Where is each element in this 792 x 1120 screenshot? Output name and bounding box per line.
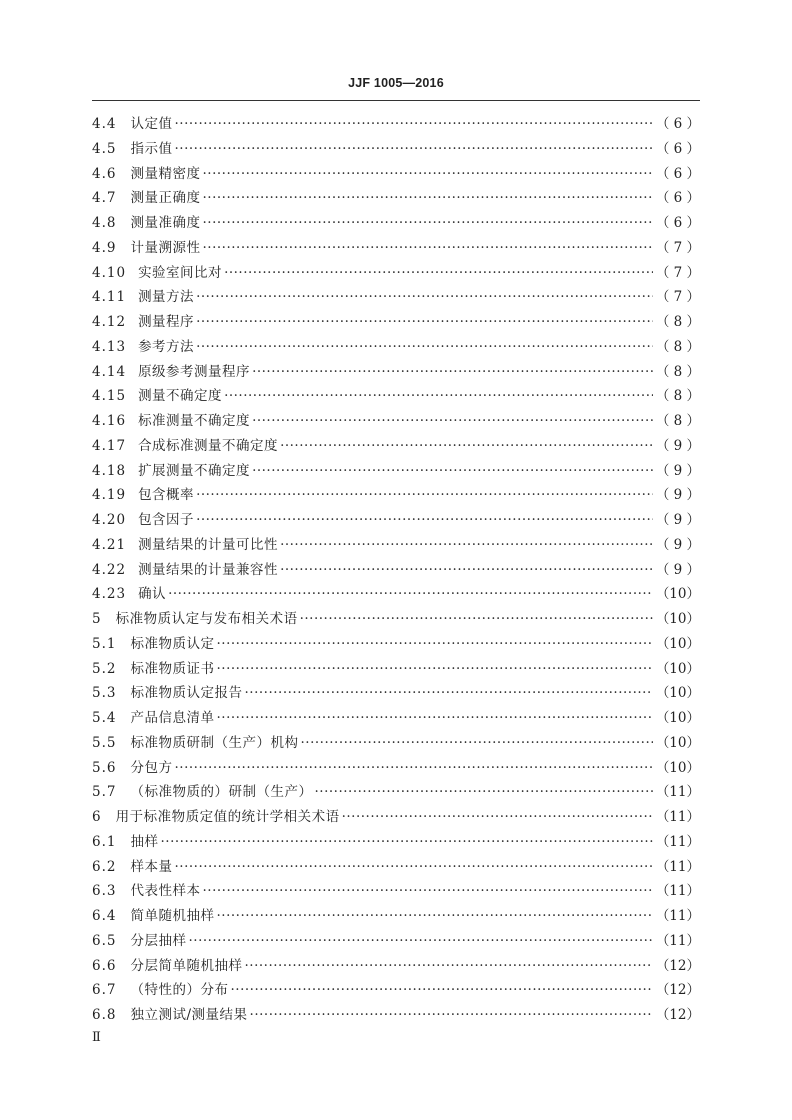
toc-leader-dots bbox=[300, 611, 653, 627]
toc-leader-dots bbox=[202, 883, 652, 899]
toc-entry-title: 代表性样本 bbox=[130, 883, 201, 900]
toc-entry-title: 测量精密度 bbox=[130, 165, 201, 182]
toc-entry-title: 分包方 bbox=[130, 759, 173, 776]
toc-entry-title: 测量结果的计量兼容性 bbox=[138, 561, 279, 578]
toc-entry-number: 4.13 bbox=[92, 338, 127, 355]
toc-leader-dots bbox=[216, 661, 652, 677]
toc-entry[interactable] bbox=[92, 310, 700, 335]
toc-leader-dots bbox=[342, 809, 653, 825]
toc-entry-page: （ 9 ） bbox=[655, 536, 700, 553]
toc-entry-page: （ 9 ） bbox=[655, 462, 700, 479]
toc-leader-dots bbox=[230, 982, 652, 998]
toc-entry-number: 4.21 bbox=[92, 536, 127, 553]
toc-leader-dots bbox=[244, 685, 652, 701]
toc-entry[interactable] bbox=[92, 780, 700, 805]
toc-leader-dots bbox=[280, 562, 653, 578]
toc-entry-page: （11） bbox=[655, 809, 700, 825]
toc-entry-number: 6.2 bbox=[92, 858, 117, 875]
toc-entry-page: （11） bbox=[655, 833, 700, 850]
toc-entry-page: （11） bbox=[655, 784, 700, 801]
toc-entry-number: 4.5 bbox=[92, 140, 117, 157]
toc-leader-dots bbox=[202, 215, 652, 231]
toc-entry-title: 标准物质认定报告 bbox=[130, 685, 243, 702]
header-rule bbox=[92, 100, 700, 101]
toc-entry[interactable] bbox=[92, 236, 700, 261]
toc-entry-number: 6.1 bbox=[92, 833, 117, 850]
toc-entry-page: （11） bbox=[655, 908, 700, 924]
toc-entry[interactable] bbox=[92, 1003, 700, 1028]
toc-entry-title: 扩展测量不确定度 bbox=[138, 462, 251, 479]
toc-entry-number: 4.6 bbox=[92, 165, 117, 182]
toc-entry-number: 5.2 bbox=[92, 660, 117, 677]
toc-entry[interactable] bbox=[92, 805, 700, 830]
toc-entry-title: 样本量 bbox=[130, 858, 173, 875]
toc-entry[interactable] bbox=[92, 558, 700, 583]
toc-entry-page: （ 8 ） bbox=[655, 314, 700, 330]
toc-entry-number: 4.23 bbox=[92, 586, 127, 603]
toc-entry-number: 4.9 bbox=[92, 239, 117, 256]
toc-entry-page: （12） bbox=[655, 982, 700, 999]
toc-entry-title: 标准测量不确定度 bbox=[138, 413, 251, 429]
toc-leader-dots bbox=[216, 908, 652, 924]
toc-leader-dots bbox=[252, 413, 653, 429]
toc-entry[interactable] bbox=[92, 607, 700, 632]
toc-leader-dots bbox=[250, 1007, 653, 1023]
toc-leader-dots bbox=[224, 265, 653, 281]
toc-entry-number: 4.14 bbox=[92, 363, 127, 380]
toc-entry-page: （10） bbox=[655, 759, 700, 776]
toc-entry[interactable] bbox=[92, 211, 700, 236]
toc-entry-page: （ 8 ） bbox=[655, 388, 700, 405]
toc-leader-dots bbox=[244, 958, 652, 974]
toc-entry[interactable] bbox=[92, 681, 700, 706]
toc-entry-number: 4.15 bbox=[92, 388, 127, 405]
toc-entry[interactable] bbox=[92, 632, 700, 657]
toc-entry-page: （ 9 ） bbox=[655, 487, 700, 504]
toc-entry-title: 产品信息清单 bbox=[130, 710, 215, 726]
toc-leader-dots bbox=[174, 859, 652, 875]
toc-entry-page: （ 6 ） bbox=[655, 116, 700, 132]
toc-leader-dots bbox=[174, 760, 652, 776]
toc-entry[interactable] bbox=[92, 186, 700, 211]
toc-entry-title: 分层简单随机抽样 bbox=[130, 957, 243, 974]
toc-leader-dots bbox=[168, 586, 653, 602]
toc-entry-title: 标准物质认定与发布相关术语 bbox=[115, 611, 298, 627]
toc-entry-page: （ 6 ） bbox=[655, 140, 700, 157]
toc-leader-dots bbox=[300, 735, 652, 751]
toc-entry-page: （10） bbox=[655, 635, 700, 652]
toc-entry-page: （ 9 ） bbox=[655, 437, 700, 454]
toc-entry-number: 6.5 bbox=[92, 932, 117, 949]
toc-entry-title: 参考方法 bbox=[138, 338, 195, 355]
toc-entry-number: 4.7 bbox=[92, 190, 117, 207]
toc-entry-page: （ 6 ） bbox=[655, 165, 700, 182]
toc-entry[interactable] bbox=[92, 261, 700, 286]
toc-entry-title: 指示值 bbox=[130, 140, 173, 157]
toc-leader-dots bbox=[216, 710, 652, 726]
toc-entry-number: 4.12 bbox=[92, 314, 127, 330]
toc-entry-number: 5 bbox=[92, 611, 102, 627]
toc-entry-page: （ 8 ） bbox=[655, 413, 700, 429]
toc-entry-number: 5.3 bbox=[92, 685, 117, 702]
toc-entry[interactable] bbox=[92, 879, 700, 904]
toc-entry-title: 标准物质认定 bbox=[130, 635, 215, 652]
toc-entry-page: （11） bbox=[655, 858, 700, 875]
toc-entry-number: 5.4 bbox=[92, 710, 117, 726]
toc-entry-title: 合成标准测量不确定度 bbox=[138, 437, 279, 454]
toc-entry-title: 计量溯源性 bbox=[130, 239, 201, 256]
toc-entry[interactable] bbox=[92, 731, 700, 756]
toc-leader-dots bbox=[252, 364, 653, 380]
toc-entry-page: （10） bbox=[655, 710, 700, 726]
toc-entry-number: 4.10 bbox=[92, 264, 127, 281]
toc-entry-number: 6.3 bbox=[92, 883, 117, 900]
toc-entry-title: 包含概率 bbox=[138, 487, 195, 504]
toc-entry[interactable] bbox=[92, 434, 700, 459]
toc-entry-title: 标准物质研制（生产）机构 bbox=[130, 734, 299, 751]
toc-entry-title: 测量不确定度 bbox=[138, 388, 223, 405]
toc-entry-number: 4.22 bbox=[92, 561, 127, 578]
toc-entry[interactable] bbox=[92, 483, 700, 508]
toc-entry-number: 5.7 bbox=[92, 784, 117, 801]
toc-leader-dots bbox=[196, 512, 653, 528]
toc-entry-page: （10） bbox=[655, 660, 700, 677]
toc-entry[interactable] bbox=[92, 162, 700, 187]
toc-entry[interactable] bbox=[92, 978, 700, 1003]
toc-leader-dots bbox=[314, 784, 652, 800]
toc-entry-number: 4.20 bbox=[92, 512, 127, 528]
toc-leader-dots bbox=[224, 388, 653, 404]
toc-entry-number: 6.6 bbox=[92, 957, 117, 974]
toc-entry-page: （ 9 ） bbox=[655, 512, 700, 528]
toc-entry-number: 4.19 bbox=[92, 487, 127, 504]
toc-leader-dots bbox=[160, 834, 652, 850]
toc-entry-page: （ 6 ） bbox=[655, 215, 700, 231]
toc-entry-number: 6.4 bbox=[92, 908, 117, 924]
toc-entry-title: 测量正确度 bbox=[130, 190, 201, 207]
toc-leader-dots bbox=[280, 537, 653, 553]
toc-entry-number: 4.17 bbox=[92, 437, 127, 454]
toc-entry-title: 测量程序 bbox=[138, 314, 195, 330]
toc-leader-dots bbox=[202, 240, 652, 256]
toc-leader-dots bbox=[196, 487, 653, 503]
toc-entry-page: （10） bbox=[655, 611, 700, 627]
toc-entry[interactable] bbox=[92, 409, 700, 434]
toc-entry-page: （ 8 ） bbox=[655, 338, 700, 355]
toc-entry-title: 包含因子 bbox=[138, 512, 195, 528]
toc-leader-dots bbox=[196, 289, 653, 305]
toc-entry-title: 简单随机抽样 bbox=[130, 908, 215, 924]
toc-entry-title: （标准物质的）研制（生产） bbox=[130, 784, 313, 801]
toc-entry-page: （ 7 ） bbox=[655, 264, 700, 281]
toc-entry-title: 原级参考测量程序 bbox=[138, 363, 251, 380]
toc-entry[interactable] bbox=[92, 954, 700, 979]
toc-entry[interactable] bbox=[92, 657, 700, 682]
toc-entry[interactable] bbox=[92, 904, 700, 929]
toc-entry[interactable] bbox=[92, 756, 700, 781]
toc-entry[interactable] bbox=[92, 830, 700, 855]
table-of-contents bbox=[92, 112, 700, 1028]
toc-leader-dots bbox=[188, 933, 652, 949]
toc-entry-number: 6.8 bbox=[92, 1007, 117, 1023]
toc-entry-page: （ 8 ） bbox=[655, 363, 700, 380]
toc-entry-page: （ 7 ） bbox=[655, 289, 700, 306]
toc-entry[interactable] bbox=[92, 360, 700, 385]
toc-entry[interactable] bbox=[92, 706, 700, 731]
toc-entry-page: （12） bbox=[655, 957, 700, 974]
toc-entry-page: （11） bbox=[655, 932, 700, 949]
toc-entry[interactable] bbox=[92, 285, 700, 310]
page-number: Ⅱ bbox=[92, 1030, 101, 1045]
toc-entry-page: （10） bbox=[655, 586, 700, 603]
toc-entry-title: 确认 bbox=[138, 586, 167, 603]
toc-entry-page: （10） bbox=[655, 734, 700, 751]
toc-entry-title: 实验室间比对 bbox=[138, 264, 223, 281]
toc-entry[interactable] bbox=[92, 855, 700, 880]
toc-leader-dots bbox=[196, 339, 653, 355]
toc-entry-number: 4.8 bbox=[92, 215, 117, 231]
toc-entry-page: （12） bbox=[655, 1007, 700, 1023]
toc-entry-title: 分层抽样 bbox=[130, 932, 187, 949]
toc-entry[interactable] bbox=[92, 384, 700, 409]
toc-leader-dots bbox=[202, 166, 652, 182]
toc-entry-number: 6.7 bbox=[92, 982, 117, 999]
toc-entry-title: 标准物质证书 bbox=[130, 660, 215, 677]
toc-entry[interactable] bbox=[92, 335, 700, 360]
toc-entry[interactable] bbox=[92, 137, 700, 162]
toc-leader-dots bbox=[280, 438, 653, 454]
toc-leader-dots bbox=[252, 463, 653, 479]
toc-leader-dots bbox=[216, 636, 652, 652]
toc-leader-dots bbox=[202, 190, 652, 206]
toc-entry-title: （特性的）分布 bbox=[130, 982, 229, 999]
toc-entry[interactable] bbox=[92, 533, 700, 558]
toc-leader-dots bbox=[174, 116, 652, 132]
toc-entry-number: 6 bbox=[92, 809, 102, 825]
toc-entry-title: 用于标准物质定值的统计学相关术语 bbox=[115, 809, 340, 825]
toc-entry-number: 4.11 bbox=[92, 289, 127, 306]
toc-entry[interactable] bbox=[92, 459, 700, 484]
toc-entry-page: （ 9 ） bbox=[655, 561, 700, 578]
toc-leader-dots bbox=[196, 314, 653, 330]
toc-entry-title: 独立测试/测量结果 bbox=[130, 1007, 248, 1023]
toc-entry[interactable] bbox=[92, 112, 700, 137]
toc-entry-number: 4.18 bbox=[92, 462, 127, 479]
toc-entry-number: 4.16 bbox=[92, 413, 127, 429]
toc-leader-dots bbox=[174, 141, 652, 157]
toc-entry[interactable] bbox=[92, 582, 700, 607]
toc-entry-number: 4.4 bbox=[92, 116, 117, 132]
toc-entry-title: 认定值 bbox=[130, 116, 173, 132]
toc-entry-page: （ 7 ） bbox=[655, 239, 700, 256]
toc-entry-title: 测量结果的计量可比性 bbox=[138, 536, 279, 553]
toc-entry-title: 抽样 bbox=[130, 833, 159, 850]
toc-entry[interactable] bbox=[92, 929, 700, 954]
running-header: JJF 1005—2016 bbox=[348, 76, 444, 90]
toc-entry-number: 5.6 bbox=[92, 759, 117, 776]
toc-entry-title: 测量准确度 bbox=[130, 215, 201, 231]
toc-entry-number: 5.5 bbox=[92, 734, 117, 751]
toc-entry-page: （10） bbox=[655, 685, 700, 702]
toc-entry-page: （ 6 ） bbox=[655, 190, 700, 207]
toc-entry-number: 5.1 bbox=[92, 635, 117, 652]
toc-entry-page: （11） bbox=[655, 883, 700, 900]
toc-entry-title: 测量方法 bbox=[138, 289, 195, 306]
toc-entry[interactable] bbox=[92, 508, 700, 533]
